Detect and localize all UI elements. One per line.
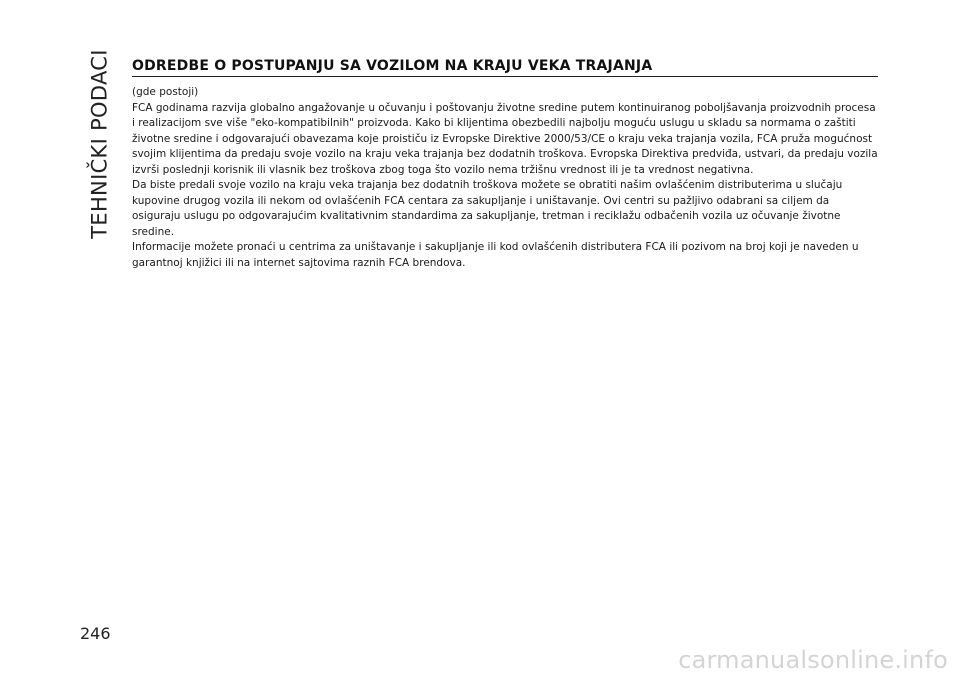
end-of-life-section [132,58,878,271]
body-paragraph-fca-commitment: FCA godinama razvija globalno angažovanje u očuvanju i poštovanju životne sredine putem kontinuiranog poboljšavanja proizvodnih procesa i realizacijom sve više "eko-kompatibilnih" proizvoda. Kako bi klijentima obezbedili najbolju moguću uslugu u skladu sa normama o zaštiti životne sredine i odgovarajući obavezama koje proističu iz Evropske Direktive 2000/53/CE o kraju veka trajanja vozila, FCA pruža mogućnost svojim klijentima da predaju svoje vozilo na kraju veka trajanja bez dodatnih troškova. Evropska Direktiva predviđa, ustvari, da predaju vozila izvrši poslednji korisnik ili vlasnik bez troškova zbog toga što vozilo nema tržišnu vrednost ili je ta vrednost negativna. [132,101,878,176]
body-paragraph-information: Informacije možete pronaći u centrima za uništavanje i sakupljanje ili kod ovlašćenih distributera FCA ili pozivom na broj koji je naveden u garantnoj knjižici ili na internet sajtovima raznih FCA brendova. [132,241,859,269]
page-number: 246 [80,624,111,643]
body-paragraph-how-to-return: Da biste predali svoje vozilo na kraju veka trajanja bez dodatnih troškova možete se obratiti našim ovlašćenim distributerima u slučaju kupovine drugog vozila ili nekom od ovlašćenih FCA centara za sakupljanje i uništavanje. Ovi centri su pažljivo odabrani sa ciljem da osiguraju uslugu po odgovarajućim kvalitativnim standardima za sakupljanje, tretman i reciklažu odbačenih vozila uz očuvanje životne sredine. [132,179,843,238]
watermark-text: carmanualsonline.info [678,646,948,674]
section-heading: ODREDBE O POSTUPANJU SA VOZILOM NA KRAJU VEKA TRAJANJA [132,58,878,77]
chapter-side-title-text: TEHNIČKI PODACI [88,49,113,239]
section-body [132,85,878,271]
chapter-side-title [88,48,112,240]
body-paragraph-availability: (gde postoji) [132,86,199,98]
